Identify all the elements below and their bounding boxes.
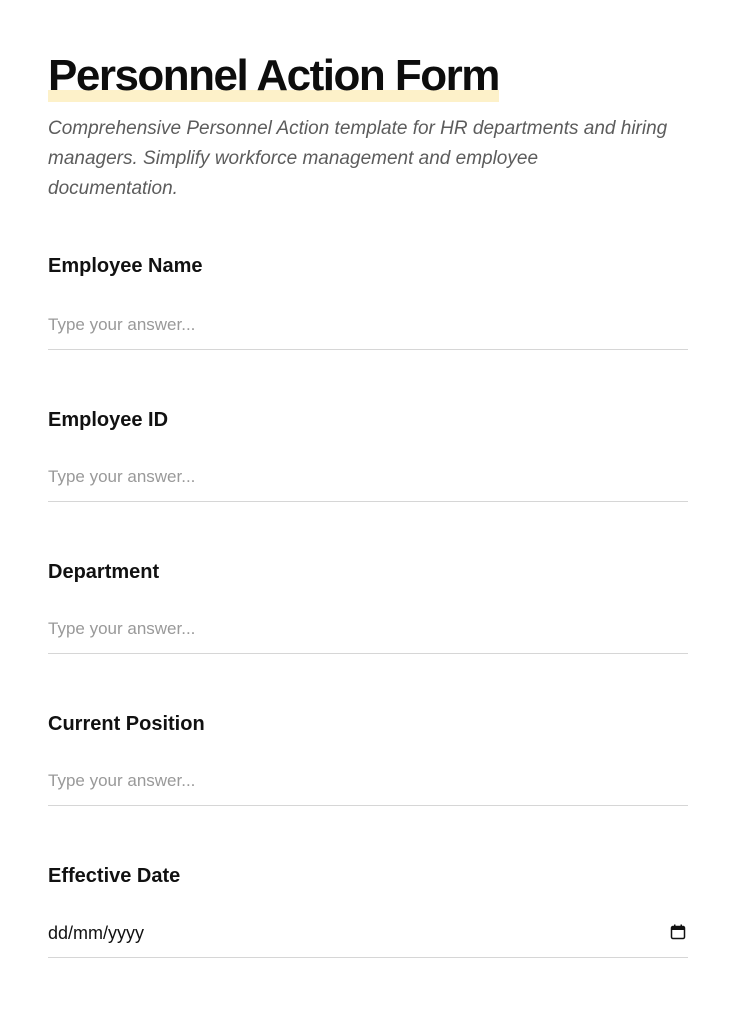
effective-date-placeholder: dd/mm/yyyy <box>48 923 145 943</box>
department-label: Department <box>48 561 160 583</box>
employee-id-label: Employee ID <box>48 409 169 431</box>
current-position-input[interactable]: Type your answer... <box>48 758 688 806</box>
page-title: Personnel Action Form <box>48 51 499 100</box>
field-current-position <box>48 712 688 806</box>
employee-name-label: Employee Name <box>48 255 203 277</box>
field-department <box>48 560 688 654</box>
title-wrapper <box>48 50 499 102</box>
field-effective-date <box>48 864 688 958</box>
calendar-icon[interactable] <box>670 924 686 940</box>
effective-date-input[interactable] <box>48 910 688 958</box>
field-employee-name <box>48 254 688 350</box>
employee-name-input[interactable]: Type your answer... <box>48 302 688 350</box>
effective-date-label: Effective Date <box>48 865 181 887</box>
field-employee-id <box>48 408 688 502</box>
form-description: Comprehensive Personnel Action template for HR departments and hiring managers. Simplify workforce management and employee documentation. <box>48 118 668 199</box>
employee-id-input[interactable]: Type your answer... <box>48 454 688 502</box>
department-input[interactable]: Type your answer... <box>48 606 688 654</box>
current-position-label: Current Position <box>48 713 205 735</box>
